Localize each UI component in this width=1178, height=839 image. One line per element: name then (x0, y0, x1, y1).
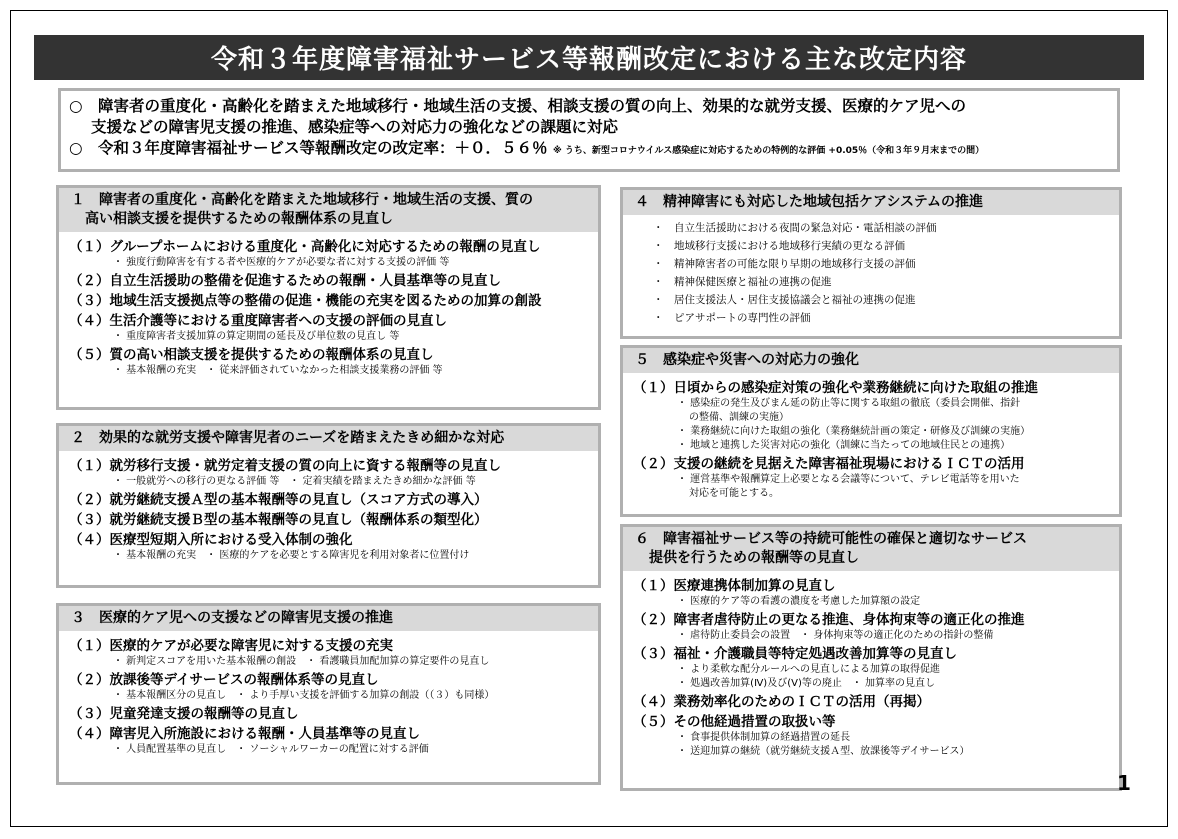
section-6 (620, 524, 1122, 791)
section-3-item-2-detail: ・ 基本報酬区分の見直し ・ より手厚い支援を評価する加算の創設（（３）も同様） (113, 690, 495, 701)
section-5-item-1-detail-3: ・ 地域と連携した災害対応の強化（訓練に当たっての地域住民との連携） (677, 440, 1011, 451)
summary-line-3 (69, 138, 1109, 162)
section-4-bullet-4: ・ 精神保健医療と福祉の連携の促進 (653, 276, 832, 288)
section-5-item-1-detail-1: ・ 感染症の発生及びまん延の防止等に関する取組の徹底（委員会開催、指針 (677, 398, 1021, 409)
section-2-item-4-detail: ・ 基本報酬の充実 ・ 医療的ケアを必要とする障害児を利用対象者に位置付け (113, 550, 470, 561)
section-4-bullet-3: ・ 精神障害者の可能な限り早期の地域移行支援の評価 (653, 258, 916, 270)
section-3-item-2: （２）放課後等デイサービスの報酬体系等の見直し (69, 672, 379, 688)
section-4-bullet-2: ・ 地域移行支援における地域移行実績の更なる評価 (653, 240, 905, 252)
section-6-heading-line-1: ６ 障害福祉サービス等の持続可能性の確保と適切なサービス (635, 531, 1027, 547)
section-1-item-4: （４）生活介護等における重度障害者への支援の評価の見直し (69, 313, 447, 329)
section-5-item-1-detail-2: ・ 業務継続に向けた取組の強化（業務継続計画の策定・研修及び訓練の実施） (677, 426, 1031, 437)
section-5-item-1: （１）日頃からの感染症対策の強化や業務継続に向けた取組の推進 (633, 380, 1038, 396)
section-3-item-3: （３）児童発達支援の報酬等の見直し (69, 706, 299, 722)
section-1-item-3: （３）地域生活支援拠点等の整備の促進・機能の充実を図るための加算の創設 (69, 293, 542, 309)
section-4-bullet-1: ・ 自立生活援助における夜間の緊急対応・電話相談の評価 (653, 222, 937, 234)
section-2-item-1-detail: ・ 一般就労への移行の更なる評価 等 ・ 定着実績を踏まえたきめ細かな評価 等 (113, 476, 476, 487)
summary-box (58, 88, 1120, 172)
section-3-item-4: （４）障害児入所施設における報酬・人員基準等の見直し (69, 726, 420, 742)
section-6-item-4: （４）業務効率化のためのＩＣＴの活用（再掲） (633, 694, 930, 710)
section-1 (56, 185, 601, 410)
page-number: 1 (1117, 771, 1131, 795)
section-1-item-4-detail: ・ 重度障害者支援加算の算定期間の延長及び単位数の見直し 等 (113, 331, 400, 342)
section-4-bullet-6: ・ ピアサポートの専門性の評価 (653, 312, 811, 324)
section-1-heading-line-2: 高い相談支援を提供するための報酬体系の見直し (85, 211, 393, 227)
section-5-heading: ５ 感染症や災害への対応力の強化 (623, 348, 1119, 373)
section-5-item-2-detail: ・ 運営基準や報酬算定上必要となる会議等について、テレビ電話等を用いた (677, 474, 1020, 485)
summary-line-2: 支援などの障害児支援の推進、感染症等への対応力の強化などの課題に対応 (91, 118, 619, 136)
section-3-item-1-detail: ・ 新判定スコアを用いた基本報酬の創設 ・ 看護職員加配加算の算定要件の見直し (113, 656, 490, 667)
section-5-item-1-detail-1b: の整備、訓練の実施） (689, 412, 789, 423)
section-3-item-4-detail: ・ 人員配置基準の見直し ・ ソーシャルワーカーの配置に対する評価 (113, 744, 429, 755)
section-2 (56, 423, 601, 588)
section-6-item-5-detail-1: ・ 食事提供体制加算の経過措置の延長 (677, 732, 851, 743)
section-4-bullet-5: ・ 居住支援法人・居住支援協議会と福祉の連携の促進 (653, 294, 916, 306)
section-4 (620, 187, 1122, 339)
revision-rate: ○ 令和３年度障害福祉サービス等報酬改定の改定率：＋０．５６％ (69, 139, 548, 157)
section-6-item-3: （３）福祉・介護職員等特定処遇改善加算等の見直し (633, 646, 957, 662)
section-6-item-3-detail-1: ・ より柔軟な配分ルールへの見直しによる加算の取得促進 (677, 664, 940, 675)
section-6-heading-line-2: 提供を行うための報酬等の見直し (649, 550, 859, 566)
page-title: 令和３年度障害福祉サービス等報酬改定における主な改定内容 (34, 35, 1144, 80)
section-6-item-3-detail-2: ・ 処遇改善加算(Ⅳ)及び(Ⅴ)等の廃止 ・ 加算率の見直し (677, 678, 936, 689)
section-1-item-5-detail: ・ 基本報酬の充実 ・ 従来評価されていなかった相談支援業務の評価 等 (113, 365, 443, 376)
section-3-heading: ３ 医療的ケア児への支援などの障害児支援の推進 (59, 606, 598, 631)
section-2-item-2: （２）就労継続支援Ａ型の基本報酬等の見直し（スコア方式の導入） (69, 492, 488, 508)
summary-line-1: ○ 障害者の重度化・高齢化を踏まえた地域移行・地域生活の支援、相談支援の質の向上、効果的な就労支援、医療的ケア児への (69, 97, 967, 115)
section-5 (620, 345, 1122, 517)
section-2-item-4: （４）医療型短期入所における受入体制の強化 (69, 532, 353, 548)
section-6-item-5: （５）その他経過措置の取扱い等 (633, 714, 836, 730)
section-2-item-3: （３）就労継続支援Ｂ型の基本報酬等の見直し（報酬体系の類型化） (69, 512, 488, 528)
section-6-heading (623, 527, 1119, 571)
section-6-item-5-detail-2: ・ 送迎加算の継続（就労継続支援Ａ型、放課後等デイサービス） (677, 746, 970, 757)
section-6-item-1: （１）医療連携体制加算の見直し (633, 578, 836, 594)
section-1-item-2: （２）自立生活援助の整備を促進するための報酬・人員基準等の見直し (69, 273, 501, 289)
section-3-item-1: （１）医療的ケアが必要な障害児に対する支援の充実 (69, 638, 393, 654)
revision-rate-note: ※ うち、新型コロナウイルス感染症に対応するための特例的な評価 +0.05％（令和３年９月末までの間） (552, 146, 985, 156)
section-6-item-1-detail: ・ 医療的ケア等の看護の濃度を考慮した加算額の設定 (677, 596, 921, 607)
section-2-item-1: （１）就労移行支援・就労定着支援の質の向上に資する報酬等の見直し (69, 458, 501, 474)
section-1-item-5: （５）質の高い相談支援を提供するための報酬体系の見直し (69, 347, 434, 363)
section-3 (56, 603, 601, 785)
section-1-heading-line-1: １ 障害者の重度化・高齢化を踏まえた地域移行・地域生活の支援、質の (71, 192, 533, 208)
section-5-item-2-detail-b: 対応を可能とする。 (689, 488, 779, 499)
section-2-heading: ２ 効果的な就労支援や障害児者のニーズを踏まえたきめ細かな対応 (59, 426, 598, 451)
section-4-heading: ４ 精神障害にも対応した地域包括ケアシステムの推進 (623, 190, 1119, 215)
section-6-item-2-detail: ・ 虐待防止委員会の設置 ・ 身体拘束等の適正化のための指針の整備 (677, 630, 994, 641)
section-1-heading (59, 188, 598, 232)
section-5-item-2: （２）支援の継続を見据えた障害福祉現場におけるＩＣＴの活用 (633, 456, 1025, 472)
section-1-item-1: （１）グループホームにおける重度化・高齢化に対応するための報酬の見直し (69, 239, 541, 255)
section-6-item-2: （２）障害者虐待防止の更なる推進、身体拘束等の適正化の推進 (633, 612, 1025, 628)
section-1-item-1-detail: ・ 強度行動障害を有する者や医療的ケアが必要な者に対する支援の評価 等 (113, 257, 450, 268)
